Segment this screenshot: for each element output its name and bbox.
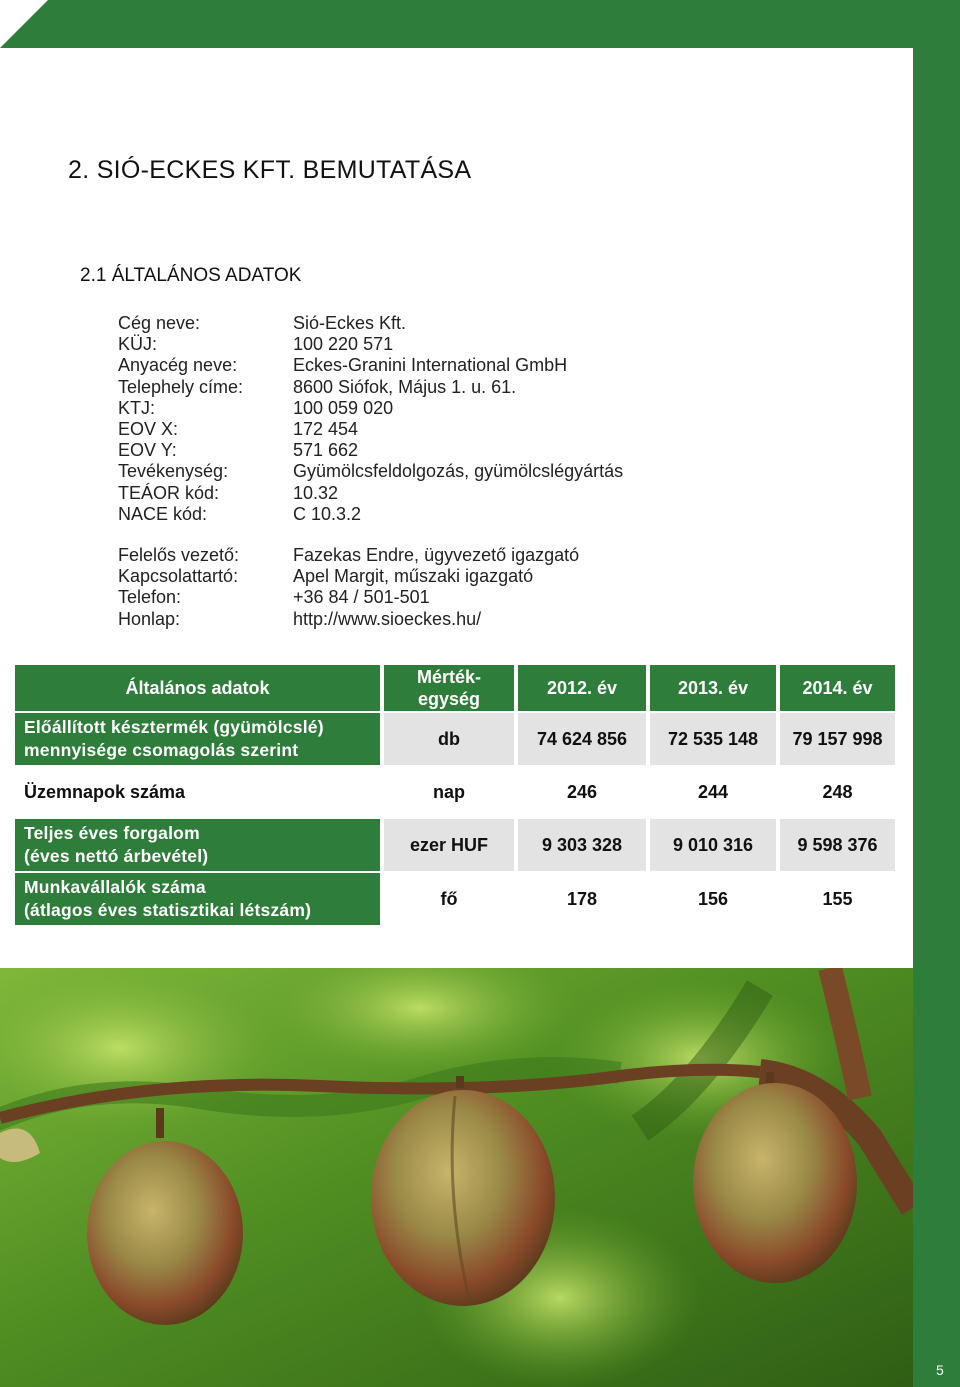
- table-cell-value: 248: [780, 767, 895, 817]
- info-value: +36 84 / 501-501: [293, 587, 430, 608]
- info-value: 10.32: [293, 482, 339, 503]
- table-cell-value: 9 010 316: [650, 819, 776, 871]
- info-label: Anyacég neve:: [118, 355, 238, 376]
- info-value: Eckes-Granini International GmbH: [293, 355, 568, 376]
- table-row-label: [15, 873, 380, 925]
- info-label: Cég neve:: [118, 313, 201, 333]
- table-cell-value: 72 535 148: [650, 713, 776, 765]
- table-cell-unit: db: [384, 713, 514, 765]
- table-cell-value: 9 598 376: [780, 819, 895, 871]
- table-cell-unit: nap: [384, 767, 514, 817]
- info-label: EOV Y:: [118, 440, 177, 461]
- info-label: NACE kód:: [118, 503, 208, 524]
- table-header-year-2013: 2013. év: [650, 665, 776, 711]
- website-link[interactable]: http://www.sioeckes.hu/: [293, 608, 482, 629]
- table-row-label: [15, 713, 380, 765]
- table-header-year-2012: 2012. év: [518, 665, 646, 711]
- info-value: 100 220 571: [293, 334, 394, 355]
- row-label-line2: (átlagos éves statisztikai létszám): [24, 900, 312, 920]
- table-cell-value: 178: [518, 873, 646, 925]
- info-value: Apel Margit, műszaki igazgató: [293, 566, 534, 587]
- unit-header-line1: Mérték-: [416, 667, 482, 687]
- info-value: C 10.3.2: [293, 503, 362, 524]
- table-cell-value: 155: [780, 873, 895, 925]
- info-label: Honlap:: [118, 608, 181, 629]
- table-cell-unit: fő: [384, 873, 514, 925]
- table-header-year-2014: 2014. év: [780, 665, 895, 711]
- peach-illustration: [0, 968, 913, 1387]
- info-value: Sió-Eckes Kft.: [293, 313, 407, 333]
- info-value: 571 662: [293, 440, 359, 461]
- table-cell-value: 244: [650, 767, 776, 817]
- table-cell-value: 79 157 998: [780, 713, 895, 765]
- info-label: KÜJ:: [118, 334, 158, 355]
- info-label: Telefon:: [118, 587, 182, 608]
- info-value: Fazekas Endre, ügyvezető igazgató: [293, 545, 580, 565]
- table-row-label: Üzemnapok száma: [15, 767, 380, 817]
- table-header-label: Általános adatok: [15, 665, 380, 711]
- row-label-line1: Teljes éves forgalom: [24, 823, 200, 843]
- peach-photo: [0, 968, 913, 1387]
- table-row-label: [15, 819, 380, 871]
- info-label: Felelős vezető:: [118, 545, 240, 565]
- section-heading: 2. SIÓ-ECKES KFT. BEMUTATÁSA: [68, 156, 472, 184]
- info-label: Kapcsolattartó:: [118, 566, 239, 587]
- info-label: KTJ:: [118, 397, 156, 418]
- table-cell-value: 246: [518, 767, 646, 817]
- table-cell-value: 9 303 328: [518, 819, 646, 871]
- info-value: 8600 Siófok, Május 1. u. 61.: [293, 376, 517, 397]
- row-label-line2: mennyisége csomagolás szerint: [24, 740, 299, 760]
- unit-header-line2: egység: [417, 689, 481, 709]
- info-value: 100 059 020: [293, 397, 394, 418]
- row-label-line2: (éves nettó árbevétel): [24, 846, 209, 866]
- info-value: 172 454: [293, 418, 359, 439]
- right-green-band: [913, 0, 960, 1387]
- page-number: 5: [936, 1362, 944, 1378]
- table-cell-unit: ezer HUF: [384, 819, 514, 871]
- info-value: Gyümölcsfeldolgozás, gyümölcslégyártás: [293, 461, 624, 482]
- row-label-line1: Előállított késztermék (gyümölcslé): [24, 717, 324, 737]
- info-label: Telephely címe:: [118, 376, 244, 397]
- top-green-band: [0, 0, 960, 48]
- row-label-line1: Munkavállalók száma: [24, 877, 206, 897]
- table-header-unit: [384, 665, 514, 711]
- info-label: Tevékenység:: [118, 461, 229, 482]
- table-cell-value: 156: [650, 873, 776, 925]
- info-label: TEÁOR kód:: [118, 482, 220, 503]
- table-cell-value: 74 624 856: [518, 713, 646, 765]
- info-label: EOV X:: [118, 418, 179, 439]
- subsection-heading: 2.1 ÁLTALÁNOS ADATOK: [80, 265, 302, 286]
